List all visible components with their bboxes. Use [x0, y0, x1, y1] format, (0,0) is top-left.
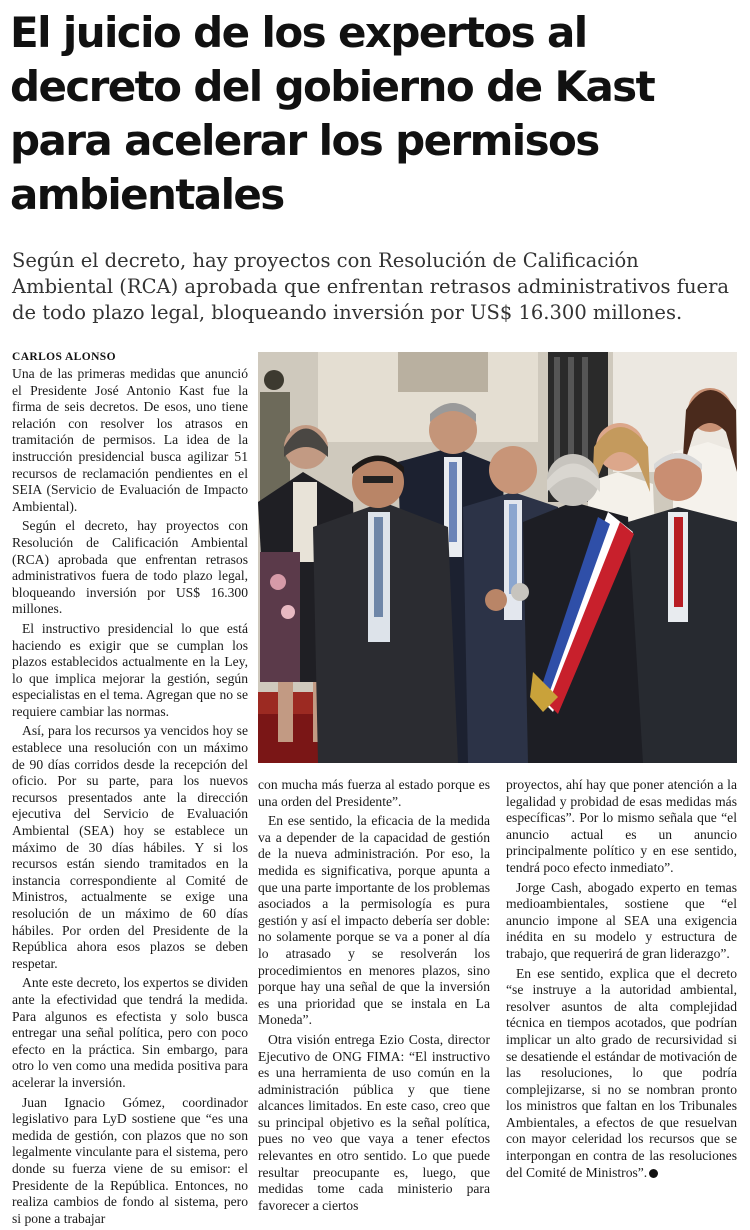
paragraph: Así, para los recursos ya vencidos hoy se establece una resolución con un máximo de 90 días corridos desde la recepción del oficio. Por su parte, para los nuevos recursos presentados ante la dirección ejecutiva del Servicio de Evaluación Ambiental (SEA) hoy se establece un máximo de 30 días hábiles. Y si los recursos están siendo tramitados en la instancia correspondiente al Comité de Ministros, actualmente se exige una resolución de un máximo de 60 días hábiles. Por orden del Presidente de la República ahora esos plazos se deben respetar. [12, 723, 248, 971]
end-of-article-icon [649, 1169, 658, 1178]
text-column-1 [12, 366, 248, 1230]
paragraph: El instructivo presidencial lo que está haciendo es exigir que se cumplan los plazos establecidos actualmente en la Ley, lo que implica mejorar la gestión, según especialistas en el tema. Agregan que no se requiere cambiar las normas. [12, 620, 248, 719]
paragraph: Juan Ignacio Gómez, coordinador legislativo para LyD sostiene que “es una medida de gestión, con plazos que no son legalmente vinculante para el sistema, pero donde su fuerza viene de su emisor: el Presidente de la República. Entonces, no realiza cambios de fondo al sistema, pero si pone a trabajar [12, 1094, 248, 1226]
headline: El juicio de los expertos al decreto del gobierno de Kast para acelerar los permisos ambientales [10, 8, 655, 219]
text-column-3 [506, 777, 737, 1184]
byline: CARLOS ALONSO [12, 351, 116, 363]
paragraph: Jorge Cash, abogado experto en temas medioambientales, sostiene que “el anuncio impone al SEA una exigencia inédita en su modelo y estructura de trabajo, que requerirá de gran liderazgo”. [506, 879, 737, 961]
text-column-2 [258, 777, 490, 1217]
paragraph-text: En ese sentido, explica que el decreto “se instruye a la autoridad ambiental, resolver asuntos de alta complejidad técnica en tiempos acotados, que podrían implicar un alto grado de recursividad si se desatiende el estándar de motivación de las resoluciones, lo que podría complejizarse, si no se nombran pronto los ministros que faltan en los Tribunales Ambientales, a efectos de que resuelvan con mayor celeridad los recursos que se interpongan en contra de las resoluciones del Comité de Ministros”. [506, 965, 738, 1180]
group-photo-illustration [258, 352, 737, 763]
paragraph: Una de las primeras medidas que anunció el Presidente José Antonio Kast fue la firma de seis decretos. De esos, uno tiene relación con resolver los atrasos en tramitación de permisos. La idea de la instrucción presidencial busca agilizar 51 recursos de reclamación pendientes en el SEIA (Servicio de Evaluación de Impacto Ambiental). [12, 366, 248, 514]
paragraph: con mucha más fuerza al estado porque es una orden del Presidente”. [258, 777, 490, 809]
paragraph: Según el decreto, hay proyectos con Resolución de Calificación Ambiental (RCA) aprobada que enfrentan retrasos administrativos fuera de todo plazo legal, bloqueando inversión por US$ 16.300 millones. [12, 518, 248, 617]
paragraph: Ante este decreto, los expertos se dividen ante la efectividad que tendrá la medida. Para algunos es efectista y solo busca entregar una señal política, pero con poco efecto en la práctica. Sin embargo, para otro lo ven como una medida positiva para acelerar la inversión. [12, 975, 248, 1090]
subheadline: Según el decreto, hay proyectos con Resolución de Calificación Ambiental (RCA) aprobada que enfrentan retrasos administrativos fuera de todo plazo legal, bloqueando inversión por US$ 16.300 millones. [12, 249, 730, 324]
paragraph: En ese sentido, la eficacia de la medida va a depender de la capacidad de gestión de la nueva administración. Por eso, la medida es significativa, porque apunta a que una parte importante de los problemas asociados a la permisología es pura gestión y así el impacto debería ser doble: no solamente porque se va a poner al día lo atrasado y se resolverán los procedimientos en menores plazos, sino porque hay una señal de que la inversión es una prioridad que se instala en La Moneda”. [258, 813, 490, 1028]
news-photo [258, 352, 737, 763]
paragraph: Otra visión entrega Ezio Costa, director Ejecutivo de ONG FIMA: “El instructivo es una herramienta de uso común en la administración pública y que tiene alcances limitados. En este caso, creo que su principal objetivo es la señal política, pues no veo que vaya a tener efectos relevantes en otro sentido. Lo que puede resultar preocupante es, luego, que medidas tome cada ministerio para favorecer a ciertos [258, 1031, 490, 1213]
paragraph: proyectos, ahí hay que poner atención a la legalidad y probidad de esas medidas más específicas”. Por lo mismo señala que “el anuncio actual es un anuncio principalmente político y en ese sentido, tendrá poco efecto inmediato”. [506, 777, 737, 875]
paragraph-last [506, 966, 737, 1182]
